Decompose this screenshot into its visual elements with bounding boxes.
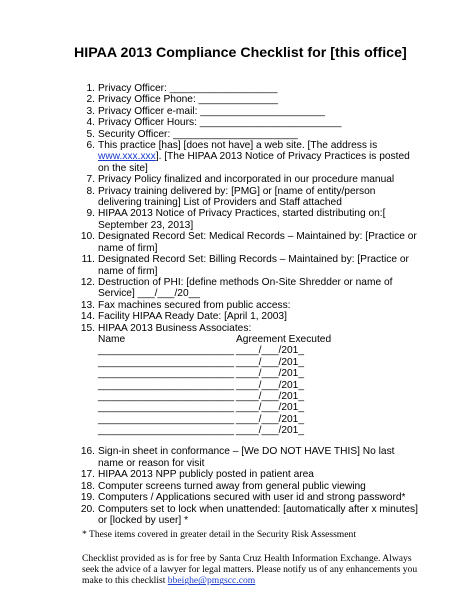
associate-name-blank[interactable]: ________________________ bbox=[98, 402, 234, 414]
item-number: 17. bbox=[80, 469, 95, 481]
item-text: HIPAA 2013 Business Associates: bbox=[98, 322, 252, 334]
item-number: 2. bbox=[86, 94, 95, 106]
contact-email-link[interactable]: bbeighe@pmgscc.com bbox=[167, 575, 256, 587]
list-item bbox=[80, 186, 420, 209]
associate-row bbox=[98, 345, 420, 356]
agreement-date-blank[interactable]: ____/___/201_ bbox=[236, 368, 304, 380]
item-number: 15. bbox=[80, 322, 95, 334]
associate-row bbox=[98, 368, 420, 379]
list-item bbox=[80, 83, 420, 94]
list-item bbox=[80, 208, 420, 231]
item-text: Facility HIPAA Ready Date: [April 1, 2003] bbox=[98, 311, 287, 323]
agreement-date-blank[interactable]: ____/___/201_ bbox=[236, 345, 304, 357]
item-number: 3. bbox=[86, 105, 95, 117]
item-text: Computers set to lock when unattended: [automatically after x minutes] or [locked by user] * bbox=[98, 503, 418, 526]
item-number: 18. bbox=[80, 480, 95, 492]
list-item bbox=[80, 174, 420, 185]
item-text: Privacy Office Phone: ______________ bbox=[98, 94, 278, 106]
item-text: Designated Record Set: Billing Records – Maintained by: [Practice or name of firm] bbox=[98, 254, 409, 277]
item-number: 6. bbox=[86, 140, 95, 152]
agreement-date-blank[interactable]: ____/___/201_ bbox=[236, 425, 304, 437]
list-item bbox=[80, 106, 420, 117]
associate-name-blank[interactable]: ________________________ bbox=[98, 413, 234, 425]
item-text: Computers / Applications secured with user id and strong password* bbox=[98, 492, 406, 504]
item-number: 1. bbox=[86, 83, 95, 94]
list-item bbox=[80, 129, 420, 140]
disclaimer: Checklist provided as is for free by Santa Cruz Health Information Exchange. Always seek the advice of a lawyer for legal matters. Please notify us of any enhancements you make to this checklist bbeighe@pmgscc.com bbox=[82, 553, 418, 587]
list-item bbox=[80, 140, 420, 174]
list-item bbox=[80, 311, 420, 322]
associate-row bbox=[98, 391, 420, 402]
page-title: HIPAA 2013 Compliance Checklist for [this office] bbox=[74, 45, 407, 61]
agreement-date-blank[interactable]: ____/___/201_ bbox=[236, 390, 304, 402]
item-text: Privacy Officer: ___________________ bbox=[98, 83, 278, 94]
item-number: 20. bbox=[80, 503, 95, 515]
agreement-date-blank[interactable]: ____/___/201_ bbox=[236, 402, 304, 414]
item-text: Privacy Policy finalized and incorporated in our procedure manual bbox=[98, 174, 395, 186]
item-text: HIPAA 2013 Notice of Privacy Practices, started distributing on:[ September 23, 2013] bbox=[98, 208, 386, 231]
item-number: 19. bbox=[80, 492, 95, 504]
item-text: This practice [has] [does not have] a web site. [The address is www.xxx.xxx]. [The HIPAA 2013 Notice of Privacy Practices is posted on the site] bbox=[98, 140, 410, 174]
list-item bbox=[80, 469, 420, 480]
associate-row bbox=[98, 380, 420, 391]
item-text: Privacy Officer Hours: _________________________ bbox=[98, 117, 342, 129]
associate-name-blank[interactable]: ________________________ bbox=[98, 345, 234, 357]
item-number: 9. bbox=[86, 208, 95, 220]
agreement-date-blank[interactable]: ____/___/201_ bbox=[236, 413, 304, 425]
column-header-name: Name bbox=[98, 333, 126, 345]
associate-name-blank[interactable]: ________________________ bbox=[98, 390, 234, 402]
agreement-date-blank[interactable]: ____/___/201_ bbox=[236, 379, 304, 391]
list-item bbox=[80, 254, 420, 277]
footnote: * These items covered in greater detail in the Security Risk Assessment bbox=[82, 529, 356, 540]
list-item bbox=[80, 323, 420, 334]
item-text: Privacy Officer e-mail: ______________________ bbox=[98, 105, 325, 117]
associate-name-blank[interactable]: ________________________ bbox=[98, 356, 234, 368]
column-header-agreement: Agreement Executed bbox=[236, 333, 332, 345]
list-item bbox=[80, 277, 420, 300]
associate-row bbox=[98, 357, 420, 368]
list-item bbox=[80, 492, 420, 503]
list-item bbox=[80, 300, 420, 311]
item-text: Fax machines secured from public access: bbox=[98, 299, 291, 311]
associate-name-blank[interactable]: ________________________ bbox=[98, 425, 234, 437]
item-text: Designated Record Set: Medical Records – Maintained by: [Practice or name of firm] bbox=[98, 231, 417, 254]
item-number: 14. bbox=[80, 311, 95, 323]
item-text: Privacy training delivered by: [PMG] or [name of entity/person delivering training] List of Providers and Staff attached bbox=[98, 185, 376, 209]
item-number: 13. bbox=[80, 299, 95, 311]
checklist bbox=[80, 83, 420, 526]
associate-row bbox=[98, 414, 420, 425]
item-number: 16. bbox=[80, 446, 95, 458]
item-text: HIPAA 2013 NPP publicly posted in patient area bbox=[98, 469, 314, 481]
item-number: 4. bbox=[86, 117, 95, 129]
list-item bbox=[80, 446, 420, 469]
list-item bbox=[80, 94, 420, 105]
item-number: 10. bbox=[80, 231, 95, 243]
item-number: 5. bbox=[86, 128, 95, 140]
item-number: 12. bbox=[80, 276, 95, 288]
agreement-date-blank[interactable]: ____/___/201_ bbox=[236, 356, 304, 368]
associate-name-blank[interactable]: ________________________ bbox=[98, 368, 234, 380]
associates-table bbox=[80, 345, 420, 436]
list-item bbox=[80, 117, 420, 128]
item-number: 7. bbox=[86, 174, 95, 186]
item-text: Computer screens turned away from general public viewing bbox=[98, 480, 366, 492]
list-item bbox=[80, 481, 420, 492]
associate-name-blank[interactable]: ________________________ bbox=[98, 379, 234, 391]
associates-header bbox=[98, 334, 420, 345]
list-item bbox=[80, 231, 420, 254]
associate-row bbox=[98, 402, 420, 413]
item-number: 8. bbox=[86, 185, 95, 197]
list-item bbox=[80, 504, 420, 527]
item-text: Destruction of PHI: [define methods On-Site Shredder or name of Service] ___/___/20__ bbox=[98, 276, 393, 300]
item-text: Sign-in sheet in conformance – [We DO NOT HAVE THIS] No last name or reason for visit bbox=[98, 446, 395, 469]
website-link[interactable]: www.xxx.xxx bbox=[98, 151, 156, 163]
item-text: Security Officer: ______________________ bbox=[98, 128, 298, 140]
associate-row bbox=[98, 425, 420, 436]
item-number: 11. bbox=[81, 254, 95, 266]
